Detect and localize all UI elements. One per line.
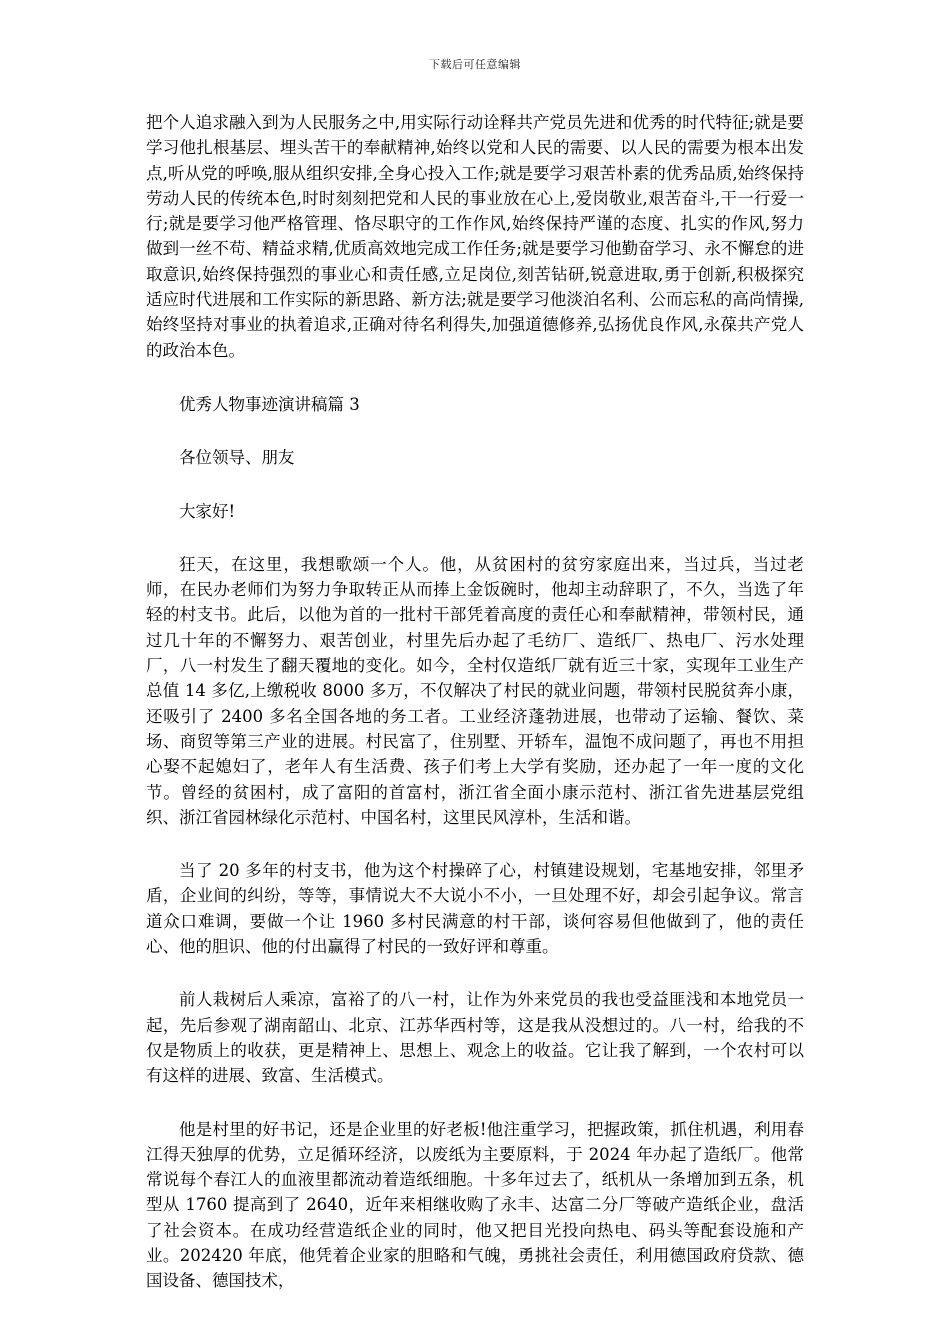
paragraph-body: 当了 20 多年的村支书，他为这个村操碎了心，村镇建设规划，宅基地安排，邻里矛盾，企业间的纠纷，等等，事情说大不大说小不小，一旦处理不好，却会引起争议。常言道众口难调，要做一个让 1960 多村民满意的村干部，谈何容易但他做到了，他的责任心、他的胆识、他的付出赢得了村民的一致好评和尊重。 (146, 861, 804, 957)
paragraph-intro: 把个人追求融入到为人民服务之中,用实际行动诠释共产党员先进和优秀的时代特征;就是要学习他扎根基层、埋头苦干的奉献精神,始终以党和人民的需要、以人民的需要为根本出发点,听从党的呼唤,服从组织安排,全身心投入工作;就是要学习艰苦朴素的优秀品质,始终保持劳动人民的传统本色,时时刻刻把党和人民的事业放在心上,爱岗敬业,艰苦奋斗,干一行爱一行;就是要学习他严格管理、恪尽职守的工作作风,始终保持严谨的态度、扎实的作风,努力做到一丝不苟、精益求精,优质高效地完成工作任务;就是要学习他勤奋学习、永不懈怠的进取意识,始终保持强烈的事业心和责任感,立足岗位,刻苦钻研,锐意进取,勇于创新,积极探究适应时代进展和工作实际的新思路、新方法;就是要学习他淡泊名利、公而忘私的高尚情操,始终坚持对事业的执着追求,正确对待名利得失,加强道德修养,弘扬优良作风,永葆共产党人的政治本色。 (146, 113, 804, 360)
document-body (146, 110, 804, 1322)
page-header-note: 下载后可任意编辑 (429, 58, 521, 71)
greeting: 大家好! (179, 501, 236, 521)
paragraph-body: 狂天，在这里，我想歌颂一个人。他，从贫困村的贫穷家庭出来，当过兵，当过老师，在民办老师们为努力争取转正从而捧上金饭碗时，他却主动辞职了，不久，当选了年轻的村支书。此后，以他为首的一批村干部凭着高度的责任心和奉献精神，带领村民，通过几十年的不懈努力、艰苦创业，村里先后办起了毛纺厂、造纸厂、热电厂、污水处理厂，八一村发生了翻天覆地的变化。如今，全村仅造纸厂就有近三十家，实现年工业生产总值 14 多亿,上缴税收 8000 多万，不仅解决了村民的就业问题，带领村民脱贫奔小康，还吸引了 2400 多名全国各地的务工者。工业经济蓬勃进展，也带动了运输、餐饮、菜场、商贸等第三产业的进展。村民富了，住别墅、开轿车，温饱不成问题了，再也不用担心娶不起媳妇了，老年人有生活费、孩子们考上大学有奖励，还办起了一年一度的文化节。曾经的贫困村，成了富阳的首富村，浙江省全面小康示范村、浙江省先进基层党组织、浙江省园林绿化示范村、中国名村，这里民风淳朴，生活和谐。 (146, 554, 804, 827)
section-heading: 优秀人物事迹演讲稿篇 3 (179, 394, 360, 414)
paragraph-body: 他是村里的好书记，还是企业里的好老板!他注重学习，把握政策，抓住机遇，利用春江得天独厚的优势，立足循环经济，以废纸为主要原料，于 2024 年办起了造纸厂。他常常说每个春江人的血液里都流动着造纸细胞。十多年过去了，纸机从一条增加到五条，机型从 1760 提高到了 2640，近年来相继收购了永丰、达富二分厂等破产造纸企业，盘活了社会资本。在成功经营造纸企业的同时，他又把目光投向热电、码头等配套设施和产业。202420 年底，他凭着企业家的胆略和气魄，勇挑社会责任，利用德国政府贷款、德国设备、德国技术， (146, 1119, 804, 1291)
paragraph-body: 前人栽树后人乘凉，富裕了的八一村，让作为外来党员的我也受益匪浅和本地党员一起，先后参观了湖南韶山、北京、江苏华西村等，这是我从没想过的。八一村，给我的不仅是物质上的收获，更是精神上、思想上、观念上的收益。它让我了解到，一个农村可以有这样的进展、致富、生活模式。 (146, 990, 804, 1086)
salutation: 各位领导、朋友 (179, 448, 295, 468)
